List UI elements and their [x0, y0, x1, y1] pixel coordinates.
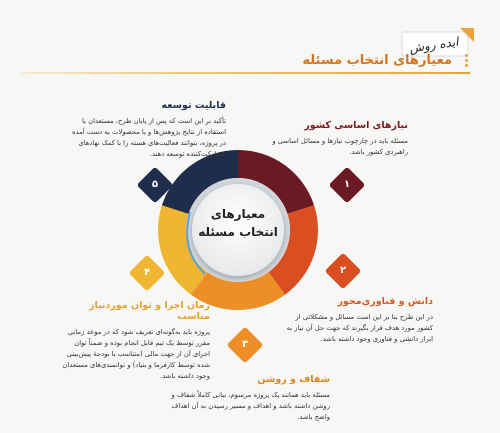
criterion-1-desc: مسئله باید در چارچوب نیازها و مسائل اساسی و راهبردی کشور باشد.	[272, 137, 408, 156]
center-title	[196, 205, 280, 241]
criterion-3	[160, 374, 330, 423]
criterion-4-desc: پروژه باید به‌گونه‌ای تعریف شود که در موعد زمانی مقرر توسط یک تیم قابل انجام بوده و ضمناً توان اجرای آن از جهت مالی (متناسب با بودجهٔ پیش‌بینی شده توسط کارفرما و بنیاد) و توانمندی‌های مستعدان وجود داشته باشد.	[62, 328, 210, 380]
criterion-2-desc: در این طرح بنا بر این است مسائل و مشکلاتی از کشور مورد هدف قرار بگیرند که جهت حل آن نیاز به ابزار دانشی و فناوری وجود داشته باشد.	[286, 313, 433, 343]
criterion-2	[278, 296, 433, 345]
svg-text:ایده روش: ایده روش	[408, 34, 460, 56]
criterion-5	[66, 100, 226, 160]
criterion-1	[258, 120, 408, 158]
criterion-1-title: نیازهای اساسی کشور	[304, 120, 408, 131]
criterion-5-desc: تأکید بر این است که پس از پایان طرح، مستعدان با استفاده از نتایج پژوهش‌ها و یا محصولات به دست آمده در پروژه، بتوانند فعالیت‌های هسته را با کمک نهادهای مشارکت‌کننده توسعه دهند.	[71, 117, 226, 158]
criterion-3-title: شفاف و روشن	[257, 374, 330, 385]
number-label-1: ۱	[343, 179, 351, 190]
number-label-2: ۲	[339, 265, 347, 276]
criterion-4-title: زمان اجرا و توان موردنیاز مناسب	[89, 300, 210, 322]
number-label-5: ۵	[151, 179, 159, 190]
criterion-4	[60, 300, 210, 382]
number-label-4: ۴	[143, 267, 151, 278]
criterion-3-desc: مسئله باید همانند یک پروژه مرسوم، بیانی کاملاً شفاف و روشن داشته باشد و اهداف و مسیر رسیدن به آن اهداف واضح باشد.	[171, 391, 330, 421]
center-title-line1: معیارهای	[210, 207, 266, 221]
criterion-2-title: دانش و فناوری‌محور	[337, 296, 433, 307]
center-title-line2: انتخاب مسئله	[198, 225, 278, 239]
criterion-5-title: قابلیت توسعه	[161, 100, 226, 111]
number-label-3: ۳	[241, 339, 249, 350]
page-title: معیارهای انتخاب مسئله	[302, 53, 452, 68]
